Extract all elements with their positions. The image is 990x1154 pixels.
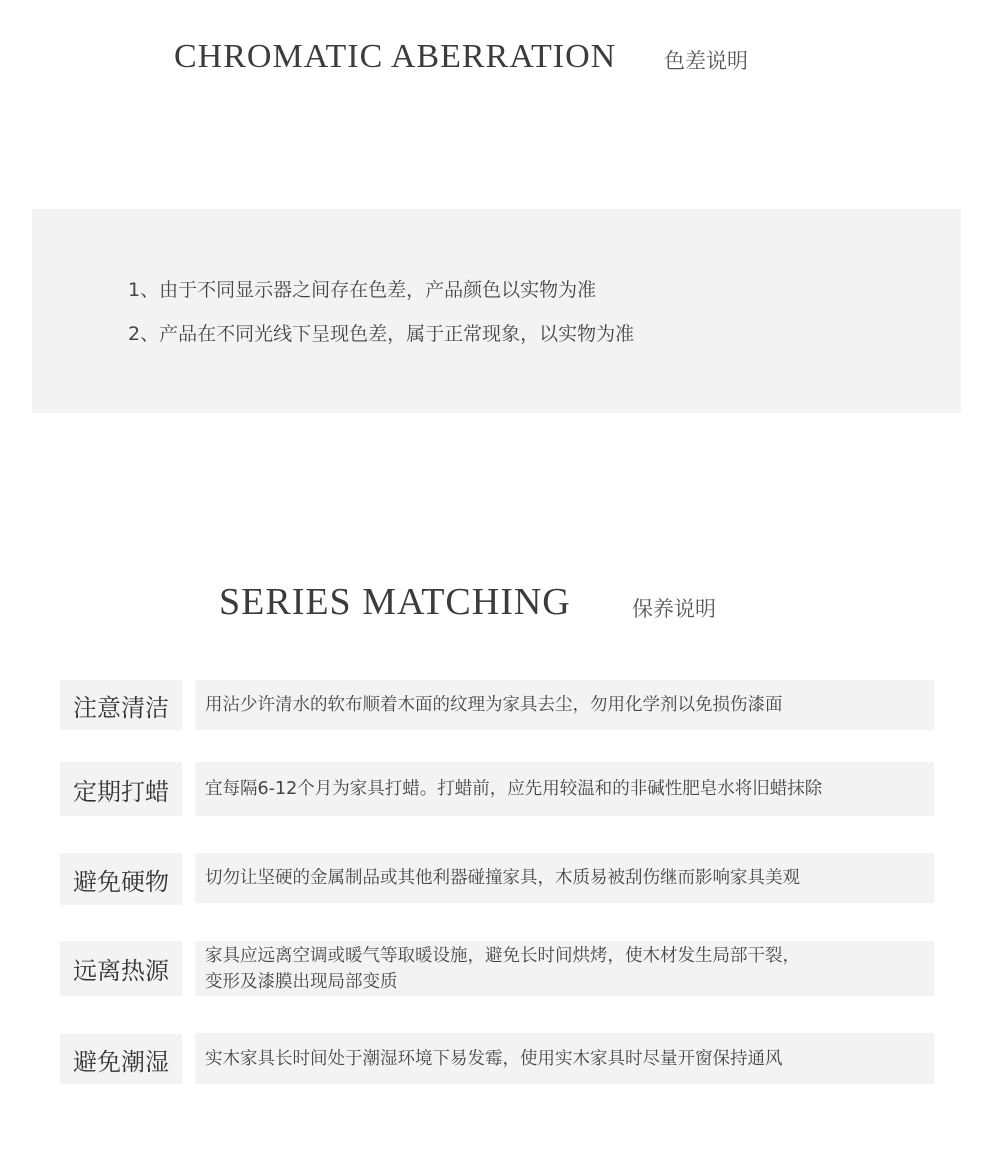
care-text-line: 宜每隔6-12个月为家具打蜡。打蜡前，应先用较温和的非碱性肥皂水将旧蜡抹除: [205, 779, 823, 799]
care-text-line: 用沾少许清水的软布顺着木面的纹理为家具去尘，勿用化学剂以免损伤漆面: [205, 695, 783, 715]
care-text-line: 实木家具长时间处于潮湿环境下易发霉，使用实木家具时尽量开窗保持通风: [205, 1048, 783, 1069]
chromatic-title-cn: 色差说明: [664, 49, 748, 73]
care-text-waxing: [195, 762, 934, 816]
care-label-humidity: 避免潮湿: [60, 1034, 182, 1084]
chromatic-notes-panel: [32, 209, 961, 413]
care-text-heat: [195, 941, 934, 996]
care-label-heat: 远离热源: [60, 941, 182, 996]
care-text-line: 家具应远离空调或暖气等取暖设施，避免长时间烘烤，使木材发生局部干裂，: [205, 945, 800, 966]
care-label-cleaning: 注意清洁: [60, 680, 182, 730]
care-text-hard-objects: [195, 853, 934, 903]
care-text-line: 变形及漆膜出现局部变质: [205, 971, 398, 992]
series-title-en: SERIES MATCHING: [219, 581, 571, 623]
chromatic-note-2: 2、产品在不同光线下呈现色差，属于正常现象，以实物为准: [128, 323, 635, 345]
chromatic-note-1: 1、由于不同显示器之间存在色差，产品颜色以实物为准: [128, 279, 597, 301]
care-text-humidity: [195, 1033, 934, 1084]
chromatic-title-en: CHROMATIC ABERRATION: [174, 38, 617, 75]
care-text-cleaning: [195, 680, 934, 730]
care-label-hard-objects: 避免硬物: [60, 853, 182, 905]
care-label-waxing: 定期打蜡: [60, 762, 182, 816]
care-text-line: 切勿让坚硬的金属制品或其他利器碰撞家具，木质易被刮伤继而影响家具美观: [205, 868, 800, 888]
series-title-cn: 保养说明: [632, 597, 716, 621]
